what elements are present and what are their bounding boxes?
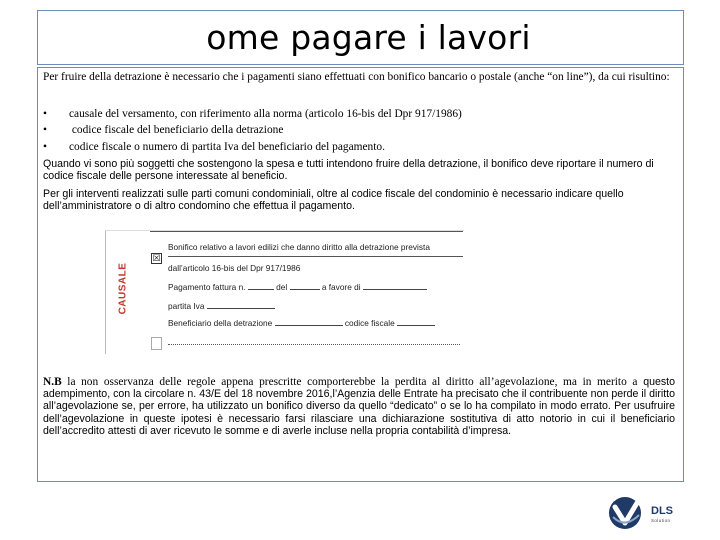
bullet-item-2 (43, 124, 283, 136)
causale-line-2: dall’articolo 16-bis del Dpr 917/1986 (168, 263, 301, 273)
blank-field (290, 289, 320, 290)
note-lead: N.B (43, 376, 62, 388)
bullet-marker: • (43, 124, 47, 136)
causale-line-3 (168, 282, 427, 292)
bullet-marker: • (43, 108, 47, 120)
blank-field (397, 325, 435, 326)
causale-line-4 (168, 301, 275, 311)
invoice-label: Pagamento fattura n. (168, 282, 246, 292)
slide-title: ome pagare i lavori (206, 18, 531, 57)
logo-subtitle: Solution (651, 518, 671, 523)
note-lead-rest: la non osservanza delle regole appena prescritte comporterebbe la perdita al diritto all’agevolazione, ma in merito a (61, 376, 638, 388)
form-rule (150, 231, 463, 232)
dls-logo (603, 495, 693, 531)
checked-checkbox-icon: ☒ (152, 253, 161, 263)
beneficiary-label: Beneficiario della detrazione (168, 318, 273, 328)
paragraph-condominium: Per gli interventi realizzati sulle parti comuni condominiali, oltre al codice fiscale del condominio è necessario indicare quello dell’amministratore o di altro condomino che effettua il pagamento. (43, 188, 624, 213)
form-rule (168, 256, 463, 257)
date-label: del (276, 282, 288, 292)
bullet-text: causale del versamento, con riferimento alla norma (articolo 16-bis del Dpr 917/1986) (69, 108, 462, 120)
note-paragraph (43, 376, 675, 437)
causale-line-1: Bonifico relativo a lavori edilizi che danno diritto alla detrazione prevista (168, 242, 430, 252)
payee-label: a favore di (321, 282, 361, 292)
causale-side (106, 231, 138, 354)
dls-logo-icon (603, 495, 647, 531)
paragraph-multiple-payers: Quando vi sono più soggetti che sostengono la spesa e tutti intendono fruire della detrazione, il bonifico deve riportare il numero di codice fiscale delle persone interessate al beneficio. (43, 158, 654, 183)
bullet-text: codice fiscale del beneficiario della detrazione (69, 124, 284, 136)
bullet-item-3 (43, 141, 385, 153)
title-box (37, 10, 684, 65)
blank-field (248, 289, 274, 290)
empty-checkbox-icon (151, 337, 162, 350)
causale-line-5 (168, 318, 435, 328)
causale-label: CAUSALE (117, 262, 129, 315)
dotted-line (168, 344, 460, 345)
tax-code-label: codice fiscale (344, 318, 395, 328)
note-body: questo adempimento, con la circolare n. 43/E del 18 novembre 2016,l’Agenzia delle Entrate ha precisato che il contribuente non perde il diritto all’agevolazione se, per errore, ha utilizzato un bonifico diverso da quello “dedicato” o se lo ha compilato in modo errato. Per usufruire dell’agevolazione in queste ipotesi è necessario farsi rilasciare una dichiarazione sostitutiva di atto notorio in cui il beneficiario dell’accredito attesti di aver ricevuto le somme e di averle incluse nella propria contabilità d’impresa. (43, 376, 675, 437)
logo-name: DLS (651, 505, 673, 517)
blank-field (207, 308, 275, 309)
bullet-marker: • (43, 141, 47, 153)
blank-field (363, 289, 427, 290)
causale-form-image (105, 230, 464, 354)
blank-field (275, 325, 343, 326)
intro-paragraph: Per fruire della detrazione è necessario che i pagamenti siano effettuati con bonifico bancario o postale (anche “on line”), da cui risultino: (43, 71, 670, 83)
bullet-item-1 (43, 108, 462, 120)
bullet-text: codice fiscale o numero di partita Iva del beneficiario del pagamento. (69, 141, 385, 153)
vat-label: partita Iva (168, 301, 205, 311)
